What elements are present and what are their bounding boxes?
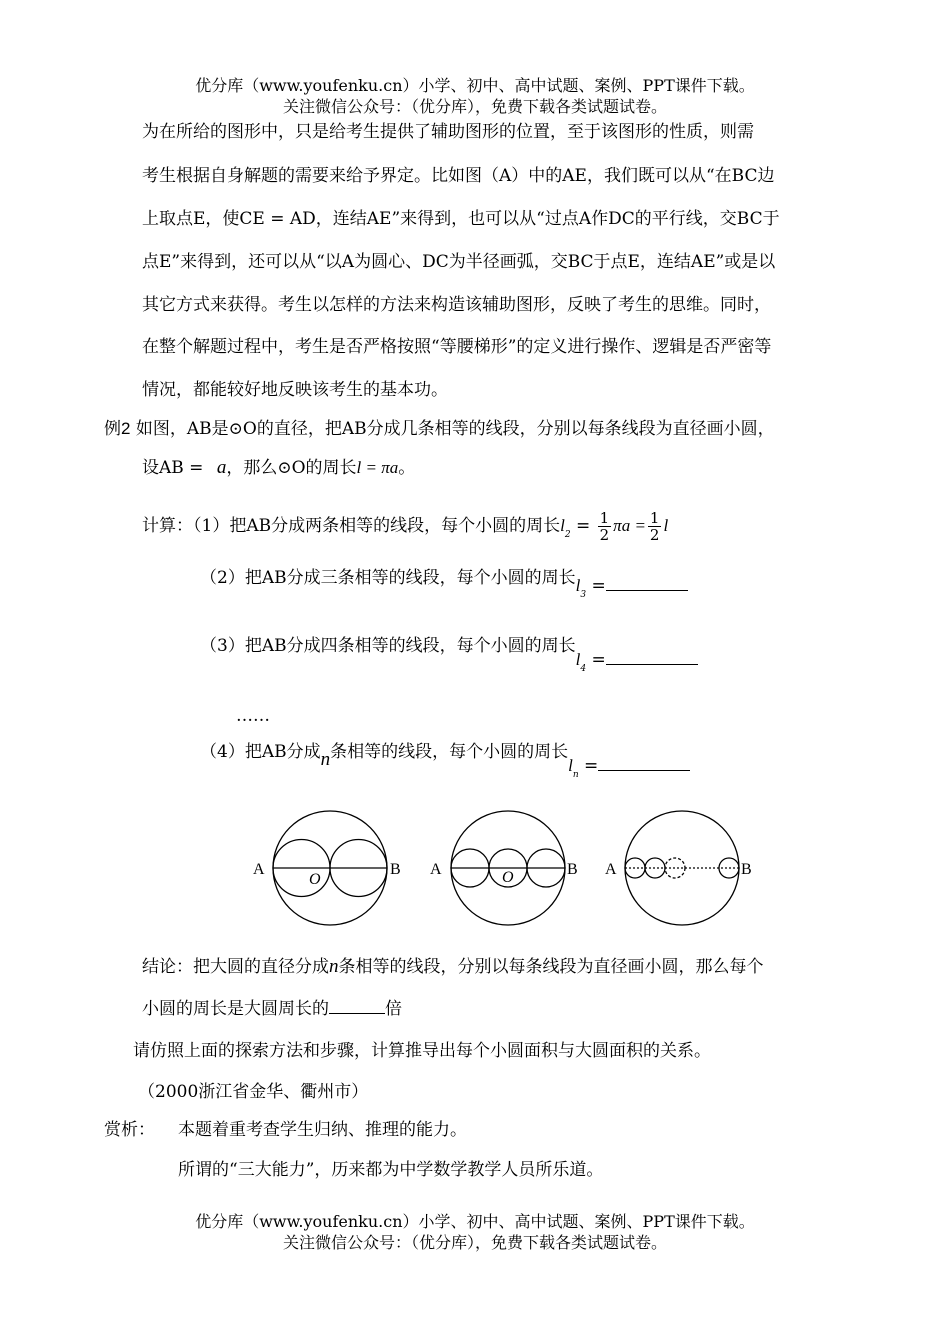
footer-line-1: 优分库（www.youfenku.cn）小学、初中、高中试题、案例、PPT课件下载。 bbox=[195, 1212, 755, 1231]
calc-ellipsis: …… bbox=[236, 706, 270, 726]
paragraph-line-6: 在整个解题过程中，考生是否严格按照“等腰梯形”的定义进行操作、逻辑是否严密等 bbox=[142, 337, 772, 357]
label-b-1: B bbox=[390, 861, 401, 878]
conclusion-text-c: 小圆的周长是大圆周长的 bbox=[142, 999, 329, 1019]
appreciation-label: 赏析： bbox=[104, 1120, 155, 1140]
circles-figure bbox=[250, 810, 760, 930]
fraction-half-1: $\frac{1}{2}$ bbox=[599, 509, 610, 544]
answer-blank-ratio[interactable] bbox=[329, 997, 385, 1014]
conclusion-n: n bbox=[329, 956, 339, 977]
example-end: 。 bbox=[398, 458, 416, 478]
header-line-2: 关注微信公众号：（优分库），免费下载各类试题试卷。 bbox=[282, 97, 667, 116]
conclusion-line-1 bbox=[142, 955, 764, 979]
calc-item-1-text: （1）把AB分成两条相等的线段，每个小圆的周长 bbox=[193, 516, 561, 536]
calc-item-4 bbox=[200, 740, 690, 780]
label-o-1: O bbox=[309, 871, 321, 888]
example-statement: 如图，AB是⊙O的直径，把AB分成几条相等的线段，分别以每条线段为直径画小圆， bbox=[135, 419, 775, 439]
label-b-3: B bbox=[741, 861, 752, 878]
example-circumference-text: ，那么⊙O的周长 bbox=[226, 458, 357, 478]
calc-item-4-text-a: （4）把AB分成 bbox=[200, 742, 321, 762]
example-line-1 bbox=[104, 417, 775, 441]
formula-l: l = πa bbox=[356, 458, 399, 477]
label-a-1: A bbox=[253, 861, 265, 878]
var-a: a bbox=[216, 457, 227, 478]
label-a-3: A bbox=[605, 861, 617, 878]
paragraph-line-4: 点E”来得到，还可以从“以A为圆心、DC为半径画弧，交BC于点E，连结AE”或是以 bbox=[142, 252, 776, 272]
answer-blank-3[interactable] bbox=[606, 648, 698, 665]
label-a-2: A bbox=[430, 861, 442, 878]
label-o-2: O bbox=[502, 869, 514, 886]
paragraph-line-3: 上取点E，使CE = AD，连结AE”来得到，也可以从“过点A作DC的平行线，交BC于 bbox=[142, 209, 780, 229]
calc-item-3-eq: = bbox=[591, 650, 606, 670]
calc-item-4-text-b: 条相等的线段，每个小圆的周长 bbox=[330, 742, 569, 762]
example-line-2 bbox=[142, 456, 415, 480]
calc-item-1 bbox=[142, 510, 668, 547]
calc-item-3-var: l bbox=[575, 650, 581, 669]
conclusion-text-b: 条相等的线段，分别以每条线段为直径画小圆，那么每个 bbox=[338, 957, 764, 977]
label-b-2: B bbox=[567, 861, 578, 878]
calc-item-1-var: l bbox=[560, 516, 565, 535]
calc-item-1-eq: = bbox=[575, 516, 591, 536]
calc-item-2-eq: = bbox=[591, 576, 606, 596]
paragraph-line-1: 为在所给的图形中，只是给考生提供了辅助图形的位置，至于该图形的性质，则需 bbox=[142, 122, 754, 142]
footer-line-2: 关注微信公众号：（优分库），免费下载各类试题试卷。 bbox=[282, 1233, 667, 1252]
paragraph-line-2: 考生根据自身解题的需要来给予界定。比如图（A）中的AE，我们既可以从“在BC边 bbox=[142, 166, 775, 186]
calc-item-2-sub: 3 bbox=[580, 590, 587, 600]
calc-item-2-text: （2）把AB分成三条相等的线段，每个小圆的周长 bbox=[200, 568, 576, 588]
example-set-ab: 设AB = bbox=[142, 458, 209, 478]
calc-item-4-var: l bbox=[568, 756, 573, 775]
answer-blank-4[interactable] bbox=[598, 754, 690, 771]
calc-item-2 bbox=[200, 566, 688, 599]
conclusion-text-a: 结论：把大圆的直径分成 bbox=[142, 957, 329, 977]
calc-item-3 bbox=[200, 634, 698, 674]
answer-blank-2[interactable] bbox=[606, 574, 688, 591]
followup-line: 请仿照上面的探索方法和步骤，计算推导出每个小圆面积与大圆面积的关系。 bbox=[133, 1041, 711, 1061]
paragraph-line-7: 情况，都能较好地反映该考生的基本功。 bbox=[142, 380, 448, 400]
conclusion-line-2 bbox=[142, 997, 402, 1021]
calc-item-4-sub: n bbox=[572, 770, 579, 780]
example-label: 例2 bbox=[104, 419, 131, 438]
calc-label: 计算： bbox=[142, 516, 193, 536]
calc-item-4-eq: = bbox=[584, 756, 599, 776]
calc-item-1-end: l bbox=[663, 516, 669, 535]
header-line-1: 优分库（www.youfenku.cn）小学、初中、高中试题、案例、PPT课件下载。 bbox=[195, 76, 755, 95]
appreciation-line-1: 本题着重考查学生归纳、推理的能力。 bbox=[178, 1120, 467, 1140]
source-line: （2000浙江省金华、衢州市） bbox=[138, 1082, 369, 1102]
calc-item-1-sub: 2 bbox=[564, 530, 571, 540]
calc-item-1-mid: πa = bbox=[613, 516, 646, 535]
appreciation-line-2: 所谓的“三大能力”，历来都为中学数学教学人员所乐道。 bbox=[178, 1160, 604, 1180]
paragraph-line-5: 其它方式来获得。考生以怎样的方法来构造该辅助图形，反映了考生的思维。同时， bbox=[142, 295, 771, 315]
calc-item-3-text: （3）把AB分成四条相等的线段，每个小圆的周长 bbox=[200, 636, 576, 656]
calc-item-2-var: l bbox=[575, 576, 581, 595]
calc-item-4-n: n bbox=[320, 749, 331, 770]
calc-item-3-sub: 4 bbox=[580, 664, 587, 674]
conclusion-text-d: 倍 bbox=[385, 999, 402, 1019]
fraction-half-2: $\frac{1}{2}$ bbox=[649, 509, 660, 544]
